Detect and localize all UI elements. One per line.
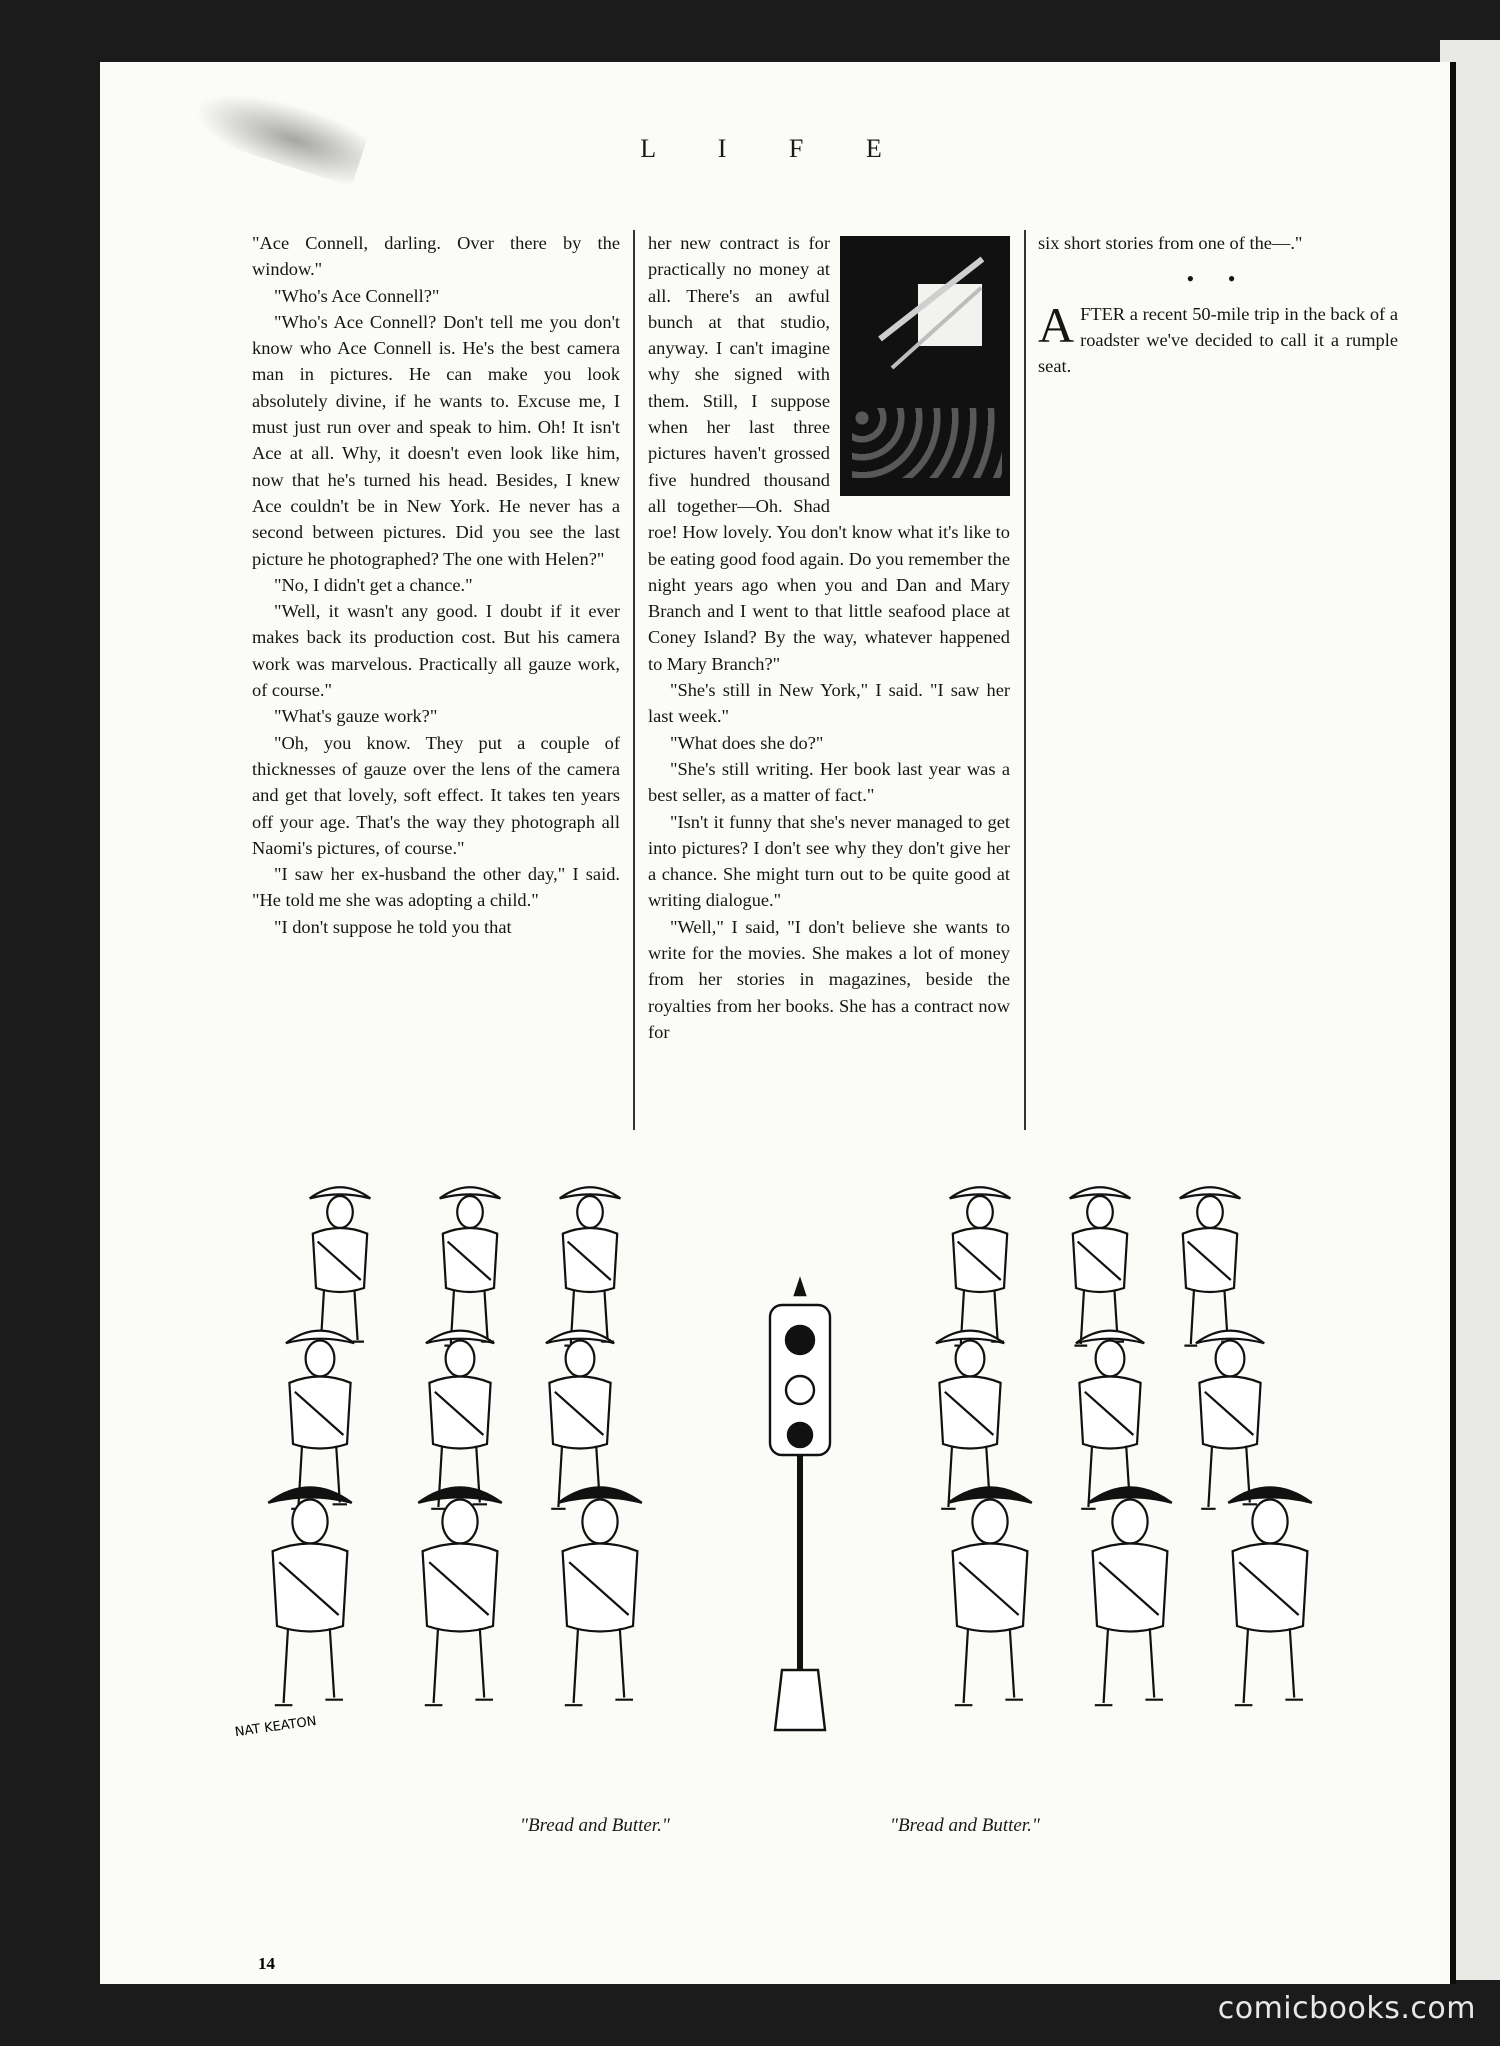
paragraph: "I saw her ex-husband the other day," I said. "He told me she was adopting a child." xyxy=(252,864,620,911)
paragraph: "Well, it wasn't any good. I doubt if it ever makes back its production cost. But his camera work was marvelous. Practically all gauze work, of course." xyxy=(252,601,620,701)
movie-theater-illustration xyxy=(840,236,1010,496)
ink-smudge xyxy=(190,77,370,187)
column-rule xyxy=(633,230,635,1130)
marching-figure xyxy=(268,1487,352,1705)
text-column-2 xyxy=(648,230,1010,1145)
marching-figure xyxy=(1070,1187,1131,1345)
paragraph: "Who's Ace Connell?" xyxy=(274,285,440,306)
audience-silhouettes xyxy=(852,408,1002,478)
marching-figure xyxy=(558,1487,642,1705)
marching-figure xyxy=(1180,1187,1241,1345)
cartoon-caption-right: "Bread and Butter." xyxy=(890,1815,1040,1836)
column-rule xyxy=(1024,230,1026,1130)
paragraph: "Isn't it funny that she's never managed to get into pictures? I don't see why they don't give her a chance. She might turn out to be quite good at writing dialogue." xyxy=(648,811,1010,911)
traffic-light xyxy=(770,1280,830,1730)
paragraph: "Well," I said, "I don't believe she wants to write for the movies. She makes a lot of money from her stories in magazines, beside the royalties from her books. She has a contract now for xyxy=(648,916,1010,1042)
paragraph: "Ace Connell, darling. Over there by the window." xyxy=(252,233,620,280)
marching-figure xyxy=(1088,1487,1172,1705)
marching-figure xyxy=(1228,1487,1312,1705)
paragraph: "I don't suppose he told you that xyxy=(274,916,512,937)
marching-figure xyxy=(310,1187,371,1345)
paragraph: "What's gauze work?" xyxy=(274,706,438,727)
marching-figure xyxy=(948,1487,1032,1705)
cartoon-illustration xyxy=(233,1090,1380,1800)
quip-text: a recent 50-mile trip in the back of a roadster we've decided to call it a rumple seat. xyxy=(1038,303,1398,377)
paragraph: "Oh, you know. They put a couple of thicknesses of gauze over the lens of the camera and get that lovely, soft effect. It takes ten years off your age. That's the way they photograph all Naomi's pictures, of course." xyxy=(252,732,620,858)
paragraph: "No, I didn't get a chance." xyxy=(274,574,473,595)
cartoon-caption-left: "Bread and Butter." xyxy=(520,1815,670,1836)
marching-figure xyxy=(546,1331,614,1509)
marching-figure xyxy=(440,1187,501,1345)
marching-figure xyxy=(1076,1331,1144,1509)
article-columns xyxy=(252,230,1482,1145)
artist-signature: NAT KEATON xyxy=(233,1713,318,1741)
paragraph: "She's still writing. Her book last year was a best seller, as a matter of fact." xyxy=(648,758,1010,806)
marching-figure xyxy=(936,1331,1004,1509)
paragraph: six short stories from one of the—." xyxy=(1038,233,1303,253)
quip-lead: FTER xyxy=(1080,303,1126,324)
masthead: L I F E xyxy=(640,134,910,163)
paragraph: "What does she do?" xyxy=(670,732,824,753)
watermark: comicbooks.com xyxy=(1217,1991,1476,2026)
marching-figure xyxy=(1196,1331,1264,1509)
marching-figure xyxy=(426,1331,494,1509)
text-column-1 xyxy=(252,230,620,1145)
paragraph: "Who's Ace Connell? Don't tell me you don't know who Ace Connell is. He's the best camera man in pictures. He can make you look absolutely divine, if he wants to. Excuse me, I must just run over and speak to him. Oh! It isn't Ace at all. Why, it doesn't even look like him, now that he's turned his head. Besides, I knew Ace couldn't be in New York. He never has a second between pictures. Did you see the last picture he photographed? The one with Helen?" xyxy=(252,311,620,569)
page-number: 14 xyxy=(258,1954,275,1973)
marching-figure xyxy=(950,1187,1011,1345)
quip-paragraph xyxy=(1038,296,1398,380)
text-column-3 xyxy=(1038,230,1398,1145)
marching-figure xyxy=(560,1187,621,1345)
drop-cap: A xyxy=(1038,296,1075,353)
paragraph: "She's still in New York," I said. "I saw her last week." xyxy=(648,680,1010,727)
marching-figure xyxy=(286,1331,354,1509)
paragraph: her new contract is for practically no money at all. There's an awful bunch at that studio, anyway. I can't imagine why she signed with them. Still, I suppose when her last three pictures haven't grossed five hundred thousand all together—Oh. Shad roe! How lovely. You don't know what it's like to be eating good food again. Do you remember the night years ago when you and Dan and Mary Branch and I went to that little seafood place at Coney Island? By the way, whatever happened to Mary Branch?" xyxy=(648,233,1010,674)
section-divider: • • xyxy=(1186,266,1250,292)
marching-figure xyxy=(418,1487,502,1705)
